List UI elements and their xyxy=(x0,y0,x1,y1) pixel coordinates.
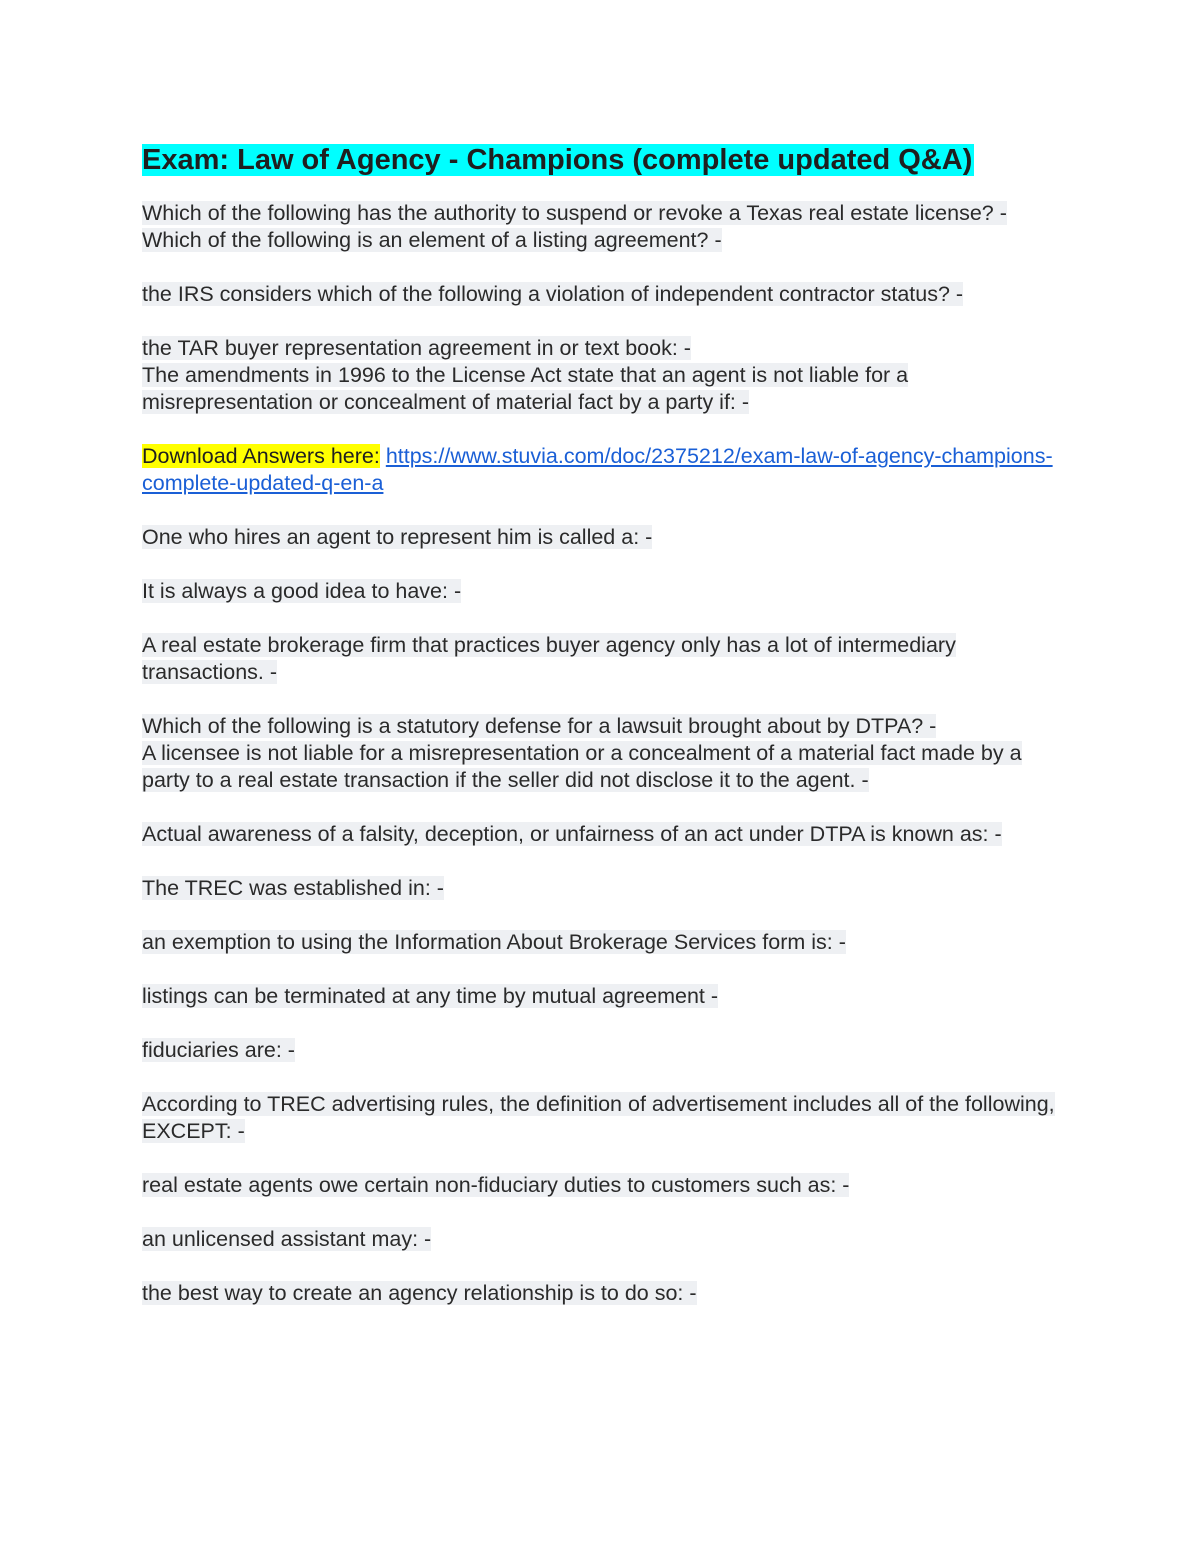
question-14: listings can be terminated at any time by mutual agreement - xyxy=(142,984,719,1008)
document-title xyxy=(142,140,1067,180)
question-4: the TAR buyer representation agreement in or text book: - xyxy=(142,336,691,360)
question-5: The amendments in 1996 to the License Act state that an agent is not liable for a misrepresentation or concealment of material fact by a party if: - xyxy=(142,363,909,414)
question-19: the best way to create an agency relationship is to do so: - xyxy=(142,1281,697,1305)
document-page xyxy=(142,140,1067,1307)
question-3: the IRS considers which of the following a violation of independent contractor status? - xyxy=(142,282,964,306)
question-10: A licensee is not liable for a misrepresentation or a concealment of a material fact made by a party to a real estate transaction if the seller did not disclose it to the agent. - xyxy=(142,741,1022,792)
question-11: Actual awareness of a falsity, deception, or unfairness of an act under DTPA is known as: - xyxy=(142,822,1002,846)
question-15: fiduciaries are: - xyxy=(142,1038,295,1062)
question-13: an exemption to using the Information About Brokerage Services form is: - xyxy=(142,930,846,954)
question-7: It is always a good idea to have: - xyxy=(142,579,462,603)
question-8: A real estate brokerage firm that practices buyer agency only has a lot of intermediary transactions. - xyxy=(142,633,956,684)
question-17: real estate agents owe certain non-fiduciary duties to customers such as: - xyxy=(142,1173,850,1197)
question-16: According to TREC advertising rules, the definition of advertisement includes all of the following, EXCEPT: - xyxy=(142,1092,1055,1143)
question-1: Which of the following has the authority to suspend or revoke a Texas real estate license? - xyxy=(142,201,1007,225)
question-9: Which of the following is a statutory defense for a lawsuit brought about by DTPA? - xyxy=(142,714,937,738)
title-text: Exam: Law of Agency - Champions (complete updated Q&A) xyxy=(142,144,973,176)
download-line xyxy=(142,443,1067,497)
download-link[interactable]: https://www.stuvia.com/doc/2375212/exam-law-of-agency-champions-complete-updated-q-en-a xyxy=(142,444,1053,495)
question-6: One who hires an agent to represent him is called a: - xyxy=(142,525,653,549)
question-12: The TREC was established in: - xyxy=(142,876,444,900)
question-18: an unlicensed assistant may: - xyxy=(142,1227,432,1251)
question-2: Which of the following is an element of a listing agreement? - xyxy=(142,228,722,252)
download-label: Download Answers here: xyxy=(142,444,380,468)
